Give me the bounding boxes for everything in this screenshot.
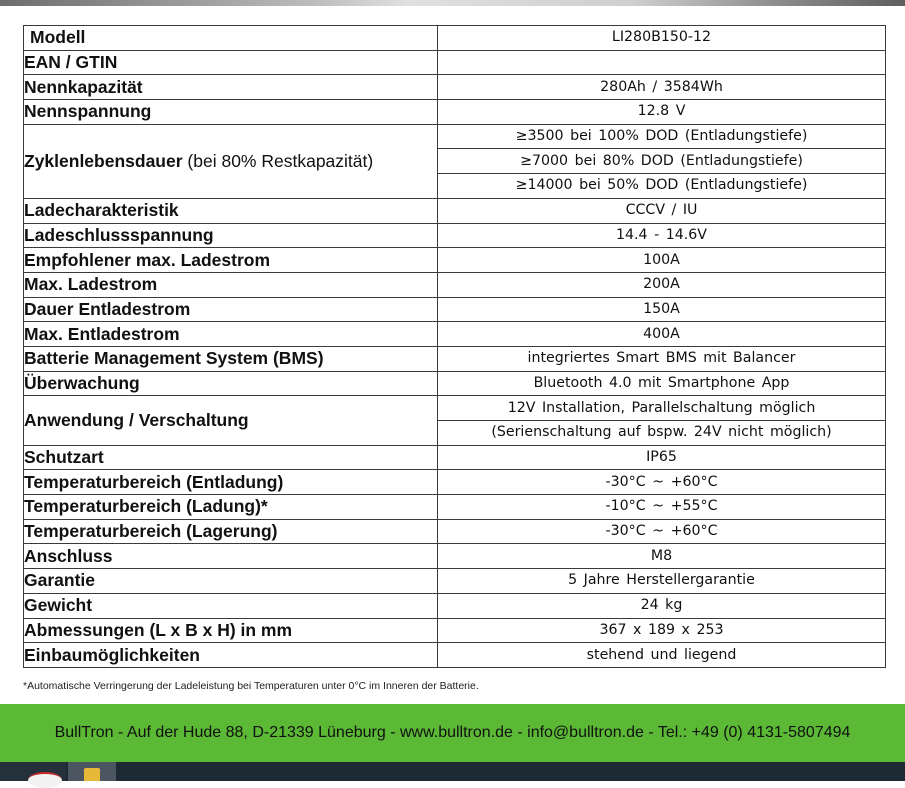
- table-row: [24, 371, 886, 396]
- spec-value: 12.8 V: [438, 100, 886, 125]
- footer-contact-text: BullTron - Auf der Hude 88, D-21339 Lüneburg - www.bulltron.de - info@bulltron.de - Tel.: +49 (0) 4131-5807494: [54, 724, 851, 741]
- spec-value: LI280B150-12: [438, 26, 886, 51]
- table-row: [24, 50, 886, 75]
- table-row: [24, 124, 886, 149]
- table-row: [24, 544, 886, 569]
- spec-label: Batterie Management System (BMS): [24, 346, 438, 371]
- spec-label: Schutzart: [24, 445, 438, 470]
- table-row: [24, 470, 886, 495]
- spec-value: Bluetooth 4.0 mit Smartphone App: [438, 371, 886, 396]
- top-image-strip: [0, 0, 905, 6]
- spec-label: Nennkapazität: [24, 75, 438, 100]
- taskbar: [0, 762, 905, 781]
- spec-label: Garantie: [24, 569, 438, 594]
- spec-label: EAN / GTIN: [24, 50, 438, 75]
- spec-value: 100A: [438, 248, 886, 273]
- table-row: [24, 272, 886, 297]
- spec-value: -30°C ~ +60°C: [438, 470, 886, 495]
- table-row: [24, 26, 886, 51]
- spec-label: Max. Entladestrom: [24, 322, 438, 347]
- spec-value: 400A: [438, 322, 886, 347]
- spec-label-note: (bei 80% Restkapazität): [187, 150, 374, 171]
- spec-label: Nennspannung: [24, 100, 438, 125]
- table-row: [24, 396, 886, 421]
- table-row: [24, 100, 886, 125]
- spec-label: Temperaturbereich (Ladung)*: [24, 495, 438, 520]
- spec-label: Einbaumöglichkeiten: [24, 643, 438, 668]
- table-row: [24, 445, 886, 470]
- spec-label-cycle-life: [24, 124, 438, 198]
- spec-value: [438, 50, 886, 75]
- spec-value: 280Ah / 3584Wh: [438, 75, 886, 100]
- spec-label: Überwachung: [24, 371, 438, 396]
- spec-value: 24 kg: [438, 593, 886, 618]
- start-button-icon[interactable]: [28, 772, 62, 788]
- table-row: [24, 593, 886, 618]
- folder-icon: [84, 768, 100, 781]
- table-row: [24, 223, 886, 248]
- footnote: *Automatische Verringerung der Ladeleistung bei Temperaturen unter 0°C im Inneren der Batterie.: [23, 680, 479, 692]
- spec-label: Ladecharakteristik: [24, 198, 438, 223]
- spec-value: ≥7000 bei 80% DOD (Entladungstiefe): [438, 149, 886, 174]
- spec-value: -30°C ~ +60°C: [438, 519, 886, 544]
- spec-value: stehend und liegend: [438, 643, 886, 668]
- spec-label: Dauer Entladestrom: [24, 297, 438, 322]
- spec-label: Abmessungen (L x B x H) in mm: [24, 618, 438, 643]
- spec-label: Temperaturbereich (Lagerung): [24, 519, 438, 544]
- spec-value: ≥14000 bei 50% DOD (Entladungstiefe): [438, 174, 886, 199]
- spec-label: Max. Ladestrom: [24, 272, 438, 297]
- spec-value: 367 x 189 x 253: [438, 618, 886, 643]
- spec-label: Gewicht: [24, 593, 438, 618]
- table-row: [24, 75, 886, 100]
- spec-label: Temperaturbereich (Entladung): [24, 470, 438, 495]
- spec-value: 200A: [438, 272, 886, 297]
- spec-value: (Serienschaltung auf bspw. 24V nicht möglich): [438, 421, 886, 446]
- spec-value: 150A: [438, 297, 886, 322]
- spec-label: Ladeschlussspannung: [24, 223, 438, 248]
- spec-value: M8: [438, 544, 886, 569]
- spec-value: ≥3500 bei 100% DOD (Entladungstiefe): [438, 124, 886, 149]
- spec-value: -10°C ~ +55°C: [438, 495, 886, 520]
- spec-label: Empfohlener max. Ladestrom: [24, 248, 438, 273]
- spec-value: CCCV / IU: [438, 198, 886, 223]
- table-row: [24, 495, 886, 520]
- table-row: [24, 248, 886, 273]
- table-row: [24, 643, 886, 668]
- spec-label-text: Zyklenlebensdauer: [24, 150, 183, 171]
- table-row: [24, 519, 886, 544]
- spec-value: IP65: [438, 445, 886, 470]
- spec-value: integriertes Smart BMS mit Balancer: [438, 346, 886, 371]
- spec-value: 5 Jahre Herstellergarantie: [438, 569, 886, 594]
- table-row: [24, 322, 886, 347]
- spec-value: 12V Installation, Parallelschaltung möglich: [438, 396, 886, 421]
- footer-bar: [0, 704, 905, 762]
- table-row: [24, 346, 886, 371]
- spec-label: Anschluss: [24, 544, 438, 569]
- table-row: [24, 198, 886, 223]
- table-row: [24, 297, 886, 322]
- spec-label: Modell: [24, 26, 438, 51]
- spec-value: 14.4 - 14.6V: [438, 223, 886, 248]
- table-row: [24, 618, 886, 643]
- spec-label: Anwendung / Verschaltung: [24, 396, 438, 445]
- spec-table: [23, 25, 886, 668]
- table-row: [24, 569, 886, 594]
